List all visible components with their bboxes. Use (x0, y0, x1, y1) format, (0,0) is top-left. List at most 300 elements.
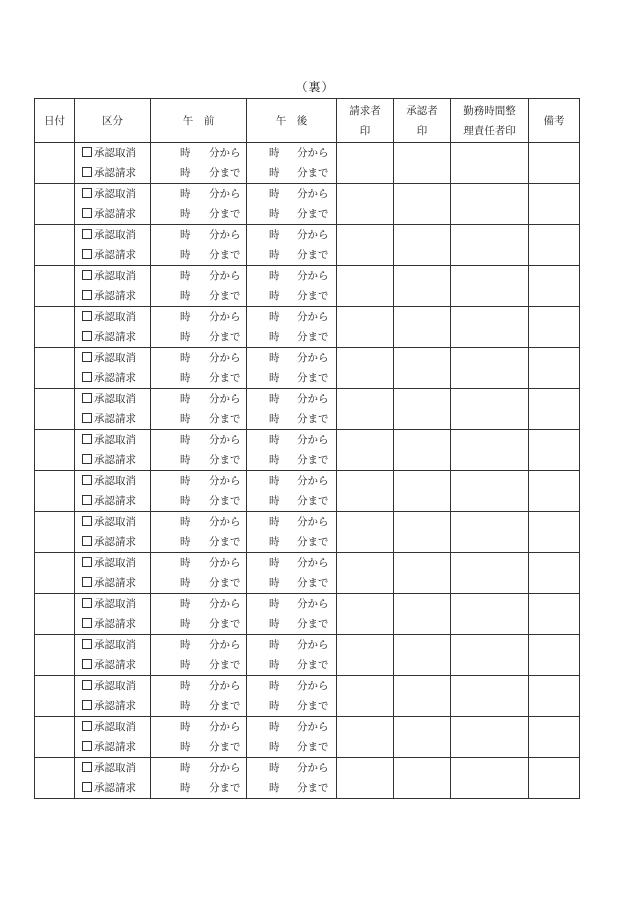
hour-label: 時 (180, 680, 191, 692)
checkbox-icon[interactable] (82, 331, 92, 341)
kubun-cell (75, 389, 151, 430)
manager-seal-cell[interactable] (451, 184, 529, 225)
manager-seal-cell[interactable] (451, 471, 529, 512)
checkbox-icon[interactable] (82, 352, 92, 362)
until-label: 分まで (209, 782, 241, 794)
remarks-cell[interactable] (529, 307, 580, 348)
approver-seal-cell[interactable] (394, 758, 451, 799)
kubun-cancel-line[interactable] (82, 225, 150, 245)
checkbox-icon[interactable] (82, 188, 92, 198)
am-cell[interactable] (151, 225, 247, 266)
requester-seal-cell[interactable] (337, 430, 394, 471)
am-cell[interactable] (151, 348, 247, 389)
kubun-cell (75, 758, 151, 799)
date-cell[interactable] (35, 471, 75, 512)
hour-label: 時 (269, 413, 280, 425)
request-label: 承認請求 (94, 659, 136, 671)
until-label: 分まで (209, 331, 241, 343)
remarks-cell[interactable] (529, 758, 580, 799)
checkbox-icon[interactable] (82, 680, 92, 690)
manager-seal-cell[interactable] (451, 553, 529, 594)
pm-cell[interactable] (247, 225, 337, 266)
header-manager-line1: 勤務時間整 (463, 104, 516, 117)
kubun-cancel-line[interactable] (82, 348, 150, 368)
checkbox-icon[interactable] (82, 762, 92, 772)
remarks-cell[interactable] (529, 389, 580, 430)
pm-from-line (247, 348, 336, 368)
checkbox-icon[interactable] (82, 475, 92, 485)
approver-seal-cell[interactable] (394, 512, 451, 553)
checkbox-icon[interactable] (82, 782, 92, 792)
date-cell[interactable] (35, 225, 75, 266)
hour-label: 時 (180, 495, 191, 507)
remarks-cell[interactable] (529, 471, 580, 512)
requester-seal-cell[interactable] (337, 348, 394, 389)
am-cell[interactable] (151, 676, 247, 717)
hour-label: 時 (180, 208, 191, 220)
am-cell[interactable] (151, 717, 247, 758)
approver-seal-cell[interactable] (394, 307, 451, 348)
hour-label: 時 (269, 393, 280, 405)
manager-seal-cell[interactable] (451, 758, 529, 799)
kubun-cancel-line[interactable] (82, 143, 150, 163)
hour-label: 時 (180, 372, 191, 384)
checkbox-icon[interactable] (82, 700, 92, 710)
checkbox-icon[interactable] (82, 290, 92, 300)
checkbox-icon[interactable] (82, 413, 92, 423)
from-label: 分から (297, 557, 329, 569)
requester-seal-cell[interactable] (337, 553, 394, 594)
hour-label: 時 (180, 598, 191, 610)
kubun-cell (75, 512, 151, 553)
am-cell[interactable] (151, 512, 247, 553)
checkbox-icon[interactable] (82, 536, 92, 546)
date-cell[interactable] (35, 635, 75, 676)
requester-seal-cell[interactable] (337, 307, 394, 348)
am-from-line (151, 758, 246, 778)
pm-until-line (247, 573, 336, 593)
pm-from-line (247, 594, 336, 614)
kubun-cancel-line[interactable] (82, 184, 150, 204)
remarks-cell[interactable] (529, 553, 580, 594)
cancel-label: 承認取消 (94, 598, 136, 610)
pm-from-line (247, 184, 336, 204)
am-cell[interactable] (151, 307, 247, 348)
requester-seal-cell[interactable] (337, 184, 394, 225)
pm-cell[interactable] (247, 676, 337, 717)
checkbox-icon[interactable] (82, 372, 92, 382)
kubun-request-line[interactable] (82, 737, 150, 757)
hour-label: 時 (269, 495, 280, 507)
pm-from-line (247, 225, 336, 245)
checkbox-icon[interactable] (82, 557, 92, 567)
date-cell[interactable] (35, 348, 75, 389)
kubun-cell (75, 307, 151, 348)
from-label: 分から (297, 352, 329, 364)
checkbox-icon[interactable] (82, 495, 92, 505)
hour-label: 時 (180, 393, 191, 405)
date-cell[interactable] (35, 717, 75, 758)
requester-seal-cell[interactable] (337, 594, 394, 635)
pm-cell[interactable] (247, 389, 337, 430)
date-cell[interactable] (35, 676, 75, 717)
am-cell[interactable] (151, 143, 247, 184)
approver-seal-cell[interactable] (394, 676, 451, 717)
kubun-request-line[interactable] (82, 286, 150, 306)
from-label: 分から (209, 721, 241, 733)
approver-seal-cell[interactable] (394, 717, 451, 758)
pm-until-line (247, 163, 336, 183)
hour-label: 時 (180, 516, 191, 528)
until-label: 分まで (209, 741, 241, 753)
table-row (35, 225, 580, 266)
kubun-cancel-line[interactable] (82, 758, 150, 778)
request-label: 承認請求 (94, 495, 136, 507)
am-cell[interactable] (151, 389, 247, 430)
am-cell[interactable] (151, 758, 247, 799)
approver-seal-cell[interactable] (394, 430, 451, 471)
until-label: 分まで (297, 495, 329, 507)
manager-seal-cell[interactable] (451, 266, 529, 307)
cancel-label: 承認取消 (94, 475, 136, 487)
kubun-request-line[interactable] (82, 163, 150, 183)
kubun-cancel-line[interactable] (82, 553, 150, 573)
remarks-cell[interactable] (529, 635, 580, 676)
cancel-label: 承認取消 (94, 516, 136, 528)
hour-label: 時 (180, 741, 191, 753)
pm-cell[interactable] (247, 471, 337, 512)
header-remarks: 備考 (529, 99, 580, 143)
approver-seal-cell[interactable] (394, 471, 451, 512)
from-label: 分から (209, 762, 241, 774)
request-label: 承認請求 (94, 536, 136, 548)
pm-cell[interactable] (247, 266, 337, 307)
pm-cell[interactable] (247, 635, 337, 676)
pm-cell[interactable] (247, 430, 337, 471)
hour-label: 時 (180, 762, 191, 774)
from-label: 分から (209, 188, 241, 200)
am-until-line (151, 409, 246, 429)
until-label: 分まで (297, 782, 329, 794)
am-from-line (151, 635, 246, 655)
date-cell[interactable] (35, 266, 75, 307)
kubun-request-line[interactable] (82, 532, 150, 552)
cancel-label: 承認取消 (94, 434, 136, 446)
date-cell[interactable] (35, 389, 75, 430)
header-approver (394, 99, 451, 143)
approver-seal-cell[interactable] (394, 184, 451, 225)
checkbox-icon[interactable] (82, 393, 92, 403)
remarks-cell[interactable] (529, 348, 580, 389)
until-label: 分まで (209, 700, 241, 712)
checkbox-icon[interactable] (82, 229, 92, 239)
kubun-cell (75, 266, 151, 307)
hour-label: 時 (180, 270, 191, 282)
date-cell[interactable] (35, 512, 75, 553)
am-cell[interactable] (151, 430, 247, 471)
approver-seal-cell[interactable] (394, 389, 451, 430)
am-until-line (151, 450, 246, 470)
remarks-cell[interactable] (529, 184, 580, 225)
am-cell[interactable] (151, 471, 247, 512)
kubun-cell (75, 430, 151, 471)
table-row (35, 758, 580, 799)
request-label: 承認請求 (94, 167, 136, 179)
kubun-cancel-line[interactable] (82, 635, 150, 655)
until-label: 分まで (297, 700, 329, 712)
checkbox-icon[interactable] (82, 618, 92, 628)
am-until-line (151, 696, 246, 716)
until-label: 分まで (209, 618, 241, 630)
hour-label: 時 (180, 311, 191, 323)
hour-label: 時 (180, 188, 191, 200)
manager-seal-cell[interactable] (451, 430, 529, 471)
am-from-line (151, 717, 246, 737)
manager-seal-cell[interactable] (451, 635, 529, 676)
manager-seal-cell[interactable] (451, 594, 529, 635)
am-from-line (151, 430, 246, 450)
pm-cell[interactable] (247, 553, 337, 594)
kubun-request-line[interactable] (82, 245, 150, 265)
requester-seal-cell[interactable] (337, 266, 394, 307)
hour-label: 時 (269, 372, 280, 384)
hour-label: 時 (269, 188, 280, 200)
pm-cell[interactable] (247, 143, 337, 184)
checkbox-icon[interactable] (82, 434, 92, 444)
pm-cell[interactable] (247, 512, 337, 553)
approver-seal-cell[interactable] (394, 266, 451, 307)
remarks-cell[interactable] (529, 717, 580, 758)
hour-label: 時 (180, 536, 191, 548)
from-label: 分から (297, 475, 329, 487)
manager-seal-cell[interactable] (451, 307, 529, 348)
kubun-cancel-line[interactable] (82, 307, 150, 327)
hour-label: 時 (269, 782, 280, 794)
date-cell[interactable] (35, 184, 75, 225)
cancel-label: 承認取消 (94, 680, 136, 692)
until-label: 分まで (297, 577, 329, 589)
kubun-cancel-line[interactable] (82, 676, 150, 696)
from-label: 分から (297, 516, 329, 528)
requester-seal-cell[interactable] (337, 635, 394, 676)
kubun-request-line[interactable] (82, 450, 150, 470)
hour-label: 時 (180, 290, 191, 302)
checkbox-icon[interactable] (82, 577, 92, 587)
until-label: 分まで (209, 659, 241, 671)
pm-from-line (247, 635, 336, 655)
am-from-line (151, 512, 246, 532)
remarks-cell[interactable] (529, 266, 580, 307)
kubun-request-line[interactable] (82, 491, 150, 511)
pm-from-line (247, 143, 336, 163)
pm-until-line (247, 368, 336, 388)
from-label: 分から (209, 270, 241, 282)
pm-cell[interactable] (247, 184, 337, 225)
manager-seal-cell[interactable] (451, 348, 529, 389)
table-row (35, 594, 580, 635)
am-from-line (151, 471, 246, 491)
pm-until-line (247, 409, 336, 429)
kubun-request-line[interactable] (82, 204, 150, 224)
request-label: 承認請求 (94, 372, 136, 384)
table-row (35, 266, 580, 307)
until-label: 分まで (297, 167, 329, 179)
approver-seal-cell[interactable] (394, 635, 451, 676)
until-label: 分まで (209, 413, 241, 425)
hour-label: 時 (269, 577, 280, 589)
kubun-cancel-line[interactable] (82, 430, 150, 450)
kubun-request-line[interactable] (82, 778, 150, 798)
date-cell[interactable] (35, 758, 75, 799)
am-cell[interactable] (151, 635, 247, 676)
am-from-line (151, 594, 246, 614)
am-from-line (151, 307, 246, 327)
am-cell[interactable] (151, 266, 247, 307)
pm-cell[interactable] (247, 717, 337, 758)
requester-seal-cell[interactable] (337, 143, 394, 184)
from-label: 分から (297, 188, 329, 200)
until-label: 分まで (209, 249, 241, 261)
approver-seal-cell[interactable] (394, 143, 451, 184)
request-label: 承認請求 (94, 577, 136, 589)
from-label: 分から (297, 639, 329, 651)
remarks-cell[interactable] (529, 512, 580, 553)
checkbox-icon[interactable] (82, 598, 92, 608)
manager-seal-cell[interactable] (451, 389, 529, 430)
date-cell[interactable] (35, 307, 75, 348)
from-label: 分から (209, 598, 241, 610)
checkbox-icon[interactable] (82, 454, 92, 464)
kubun-cancel-line[interactable] (82, 389, 150, 409)
date-cell[interactable] (35, 594, 75, 635)
am-from-line (151, 348, 246, 368)
from-label: 分から (209, 229, 241, 241)
table-row (35, 717, 580, 758)
cancel-label: 承認取消 (94, 721, 136, 733)
checkbox-icon[interactable] (82, 270, 92, 280)
checkbox-icon[interactable] (82, 741, 92, 751)
table-row (35, 553, 580, 594)
requester-seal-cell[interactable] (337, 389, 394, 430)
requester-seal-cell[interactable] (337, 471, 394, 512)
approver-seal-cell[interactable] (394, 594, 451, 635)
requester-seal-cell[interactable] (337, 512, 394, 553)
kubun-request-line[interactable] (82, 614, 150, 634)
hour-label: 時 (180, 700, 191, 712)
approver-seal-cell[interactable] (394, 553, 451, 594)
cancel-label: 承認取消 (94, 188, 136, 200)
pm-from-line (247, 553, 336, 573)
remarks-cell[interactable] (529, 676, 580, 717)
manager-seal-cell[interactable] (451, 676, 529, 717)
kubun-request-line[interactable] (82, 368, 150, 388)
from-label: 分から (209, 639, 241, 651)
remarks-cell[interactable] (529, 430, 580, 471)
table-row (35, 184, 580, 225)
hour-label: 時 (269, 598, 280, 610)
pm-cell[interactable] (247, 348, 337, 389)
manager-seal-cell[interactable] (451, 512, 529, 553)
until-label: 分まで (209, 495, 241, 507)
am-until-line (151, 614, 246, 634)
from-label: 分から (209, 475, 241, 487)
approver-seal-cell[interactable] (394, 348, 451, 389)
am-from-line (151, 184, 246, 204)
am-until-line (151, 491, 246, 511)
manager-seal-cell[interactable] (451, 717, 529, 758)
kubun-request-line[interactable] (82, 327, 150, 347)
pm-cell[interactable] (247, 307, 337, 348)
pm-until-line (247, 204, 336, 224)
pm-cell[interactable] (247, 594, 337, 635)
until-label: 分まで (209, 536, 241, 548)
kubun-cancel-line[interactable] (82, 717, 150, 737)
checkbox-icon[interactable] (82, 249, 92, 259)
requester-seal-cell[interactable] (337, 717, 394, 758)
until-label: 分まで (209, 290, 241, 302)
hour-label: 時 (269, 311, 280, 323)
pm-from-line (247, 430, 336, 450)
am-cell[interactable] (151, 594, 247, 635)
kubun-cancel-line[interactable] (82, 512, 150, 532)
checkbox-icon[interactable] (82, 147, 92, 157)
hour-label: 時 (269, 147, 280, 159)
checkbox-icon[interactable] (82, 516, 92, 526)
kubun-request-line[interactable] (82, 696, 150, 716)
remarks-cell[interactable] (529, 143, 580, 184)
kubun-request-line[interactable] (82, 409, 150, 429)
checkbox-icon[interactable] (82, 639, 92, 649)
checkbox-icon[interactable] (82, 721, 92, 731)
kubun-request-line[interactable] (82, 573, 150, 593)
requester-seal-cell[interactable] (337, 225, 394, 266)
kubun-request-line[interactable] (82, 655, 150, 675)
pm-cell[interactable] (247, 758, 337, 799)
manager-seal-cell[interactable] (451, 225, 529, 266)
hour-label: 時 (269, 762, 280, 774)
date-cell[interactable] (35, 143, 75, 184)
from-label: 分から (297, 229, 329, 241)
hour-label: 時 (180, 475, 191, 487)
date-cell[interactable] (35, 430, 75, 471)
checkbox-icon[interactable] (82, 167, 92, 177)
pm-until-line (247, 532, 336, 552)
from-label: 分から (209, 516, 241, 528)
date-cell[interactable] (35, 553, 75, 594)
requester-seal-cell[interactable] (337, 758, 394, 799)
am-cell[interactable] (151, 553, 247, 594)
approver-seal-cell[interactable] (394, 225, 451, 266)
remarks-cell[interactable] (529, 225, 580, 266)
kubun-cancel-line[interactable] (82, 471, 150, 491)
pm-until-line (247, 491, 336, 511)
requester-seal-cell[interactable] (337, 676, 394, 717)
am-cell[interactable] (151, 184, 247, 225)
pm-until-line (247, 245, 336, 265)
cancel-label: 承認取消 (94, 762, 136, 774)
checkbox-icon[interactable] (82, 659, 92, 669)
kubun-cancel-line[interactable] (82, 594, 150, 614)
until-label: 分まで (297, 290, 329, 302)
checkbox-icon[interactable] (82, 208, 92, 218)
remarks-cell[interactable] (529, 594, 580, 635)
kubun-cell (75, 717, 151, 758)
from-label: 分から (297, 721, 329, 733)
manager-seal-cell[interactable] (451, 143, 529, 184)
checkbox-icon[interactable] (82, 311, 92, 321)
kubun-cancel-line[interactable] (82, 266, 150, 286)
pm-from-line (247, 389, 336, 409)
